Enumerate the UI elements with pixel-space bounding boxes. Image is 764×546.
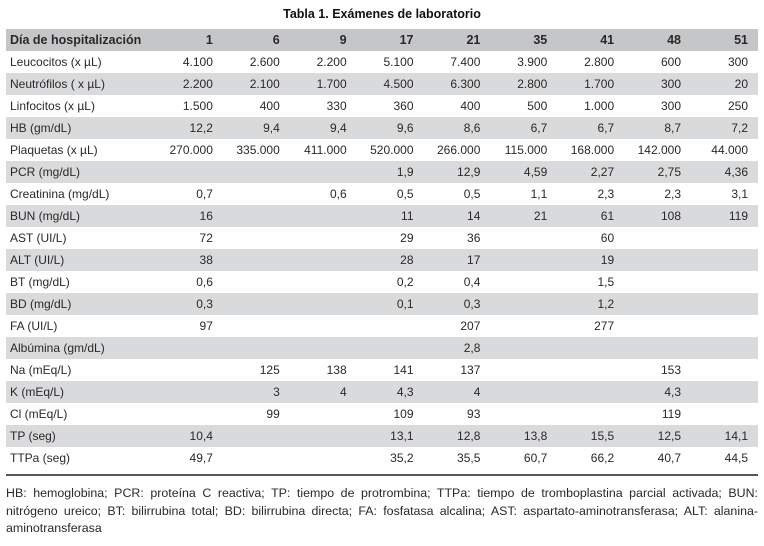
value-cell: 4.100 [182,55,213,69]
value-cell: 13,8 [523,429,548,443]
value-cell [490,403,557,425]
value-cell: 72 [199,231,213,245]
value-cell: 6.300 [450,77,481,91]
value-cell [624,227,691,249]
value-cell: 0,6 [329,187,347,201]
value-cell: 277 [594,319,615,333]
value-cell: 1,9 [396,165,414,179]
value-cell: 97 [199,319,213,333]
value-cell [557,359,624,381]
table-footnote: HB: hemoglobina; PCR: proteína C reactiva; TP: tiempo de protrombina; TTPa: tiempo de tromboplastina parcial activada; BUN: nitrógeno ureico; BT: bilirrubina total; BD: bilirrubina directa; FA: fosfatasa alcalina; AST: aspartato-aminotransferasa; ALT: alanina-aminotransferasa [6,474,758,538]
value-cell: 12,9 [457,165,481,179]
value-cell [223,315,290,337]
value-cell [223,205,290,227]
header-row [6,29,758,51]
value-cell [290,249,357,271]
value-cell [156,381,223,403]
value-cell: 36 [467,231,481,245]
value-cell: 16 [199,209,213,223]
header-label: Día de hospitalización [10,33,142,47]
value-cell: 60 [600,231,615,245]
value-cell: 4,3 [396,385,414,399]
value-cell: 2,27 [590,165,615,179]
value-cell: 108 [660,209,681,223]
value-cell: 330 [326,99,347,113]
value-cell [557,403,624,425]
value-cell [357,337,424,359]
value-cell: 61 [600,209,615,223]
header-day: 17 [399,33,414,47]
value-cell [691,315,758,337]
value-cell [490,271,557,293]
value-cell: 400 [259,99,280,113]
table-row [6,293,758,315]
value-cell: 2.600 [249,55,280,69]
value-cell: 17 [467,253,481,267]
value-cell: 7.400 [450,55,481,69]
value-cell [490,293,557,315]
value-cell: 2.800 [517,77,548,91]
table-row [6,381,758,403]
value-cell: 29 [400,231,414,245]
value-cell: 125 [259,363,280,377]
value-cell: 35,5 [457,451,481,465]
header-day: 9 [339,33,347,47]
value-cell: 2.800 [584,55,615,69]
value-cell: 11 [401,209,414,223]
value-cell: 141 [393,363,414,377]
value-cell: 0,4 [463,275,481,289]
value-cell [290,425,357,447]
value-cell: 109 [393,407,414,421]
value-cell: 0,2 [396,275,414,289]
value-cell [624,293,691,315]
value-cell: 3 [273,385,280,399]
table-body [6,51,758,469]
row-label: ALT (UI/L) [10,253,65,267]
row-label: Creatinina (mg/dL) [10,187,110,201]
table-row [6,315,758,337]
value-cell: 0,5 [463,187,481,201]
value-cell [223,337,290,359]
table-row [6,95,758,117]
value-cell [156,337,223,359]
value-cell: 300 [660,77,681,91]
value-cell [624,315,691,337]
value-cell [223,183,290,205]
value-cell: 137 [460,363,481,377]
value-cell: 520.000 [370,143,414,157]
table-row [6,161,758,183]
value-cell [357,315,424,337]
value-cell: 15,5 [590,429,615,443]
value-cell: 0,3 [463,297,481,311]
value-cell: 300 [660,99,681,113]
table-row [6,139,758,161]
value-cell: 360 [393,99,414,113]
value-cell [557,381,624,403]
value-cell [691,359,758,381]
value-cell: 2,3 [597,187,615,201]
value-cell: 335.000 [236,143,280,157]
header-day: 48 [667,33,681,47]
table-row [6,337,758,359]
value-cell: 4,36 [724,165,748,179]
value-cell: 4 [339,385,347,399]
value-cell [223,249,290,271]
value-cell: 0,7 [196,187,213,201]
value-cell [156,359,223,381]
value-cell: 2,8 [463,341,481,355]
value-cell: 93 [467,407,481,421]
table-row [6,51,758,73]
value-cell [490,249,557,271]
value-cell: 21 [533,209,548,223]
value-cell: 10,4 [189,429,213,443]
value-cell: 266.000 [436,143,481,157]
value-cell: 2,3 [664,187,681,201]
value-cell: 9,4 [329,121,347,135]
value-cell: 8,7 [664,121,681,135]
value-cell: 153 [660,363,681,377]
value-cell: 12,5 [657,429,681,443]
value-cell: 6,7 [597,121,615,135]
row-label: PCR (mg/dL) [10,165,81,179]
value-cell: 35,2 [390,451,414,465]
value-cell: 13,1 [390,429,414,443]
value-cell [691,271,758,293]
value-cell [691,293,758,315]
value-cell [490,381,557,403]
row-label: BT (mg/dL) [10,275,70,289]
value-cell: 49,7 [189,451,213,465]
value-cell: 60,7 [523,451,548,465]
row-label: TP (seg) [10,429,56,443]
table-row [6,117,758,139]
value-cell: 4 [473,385,481,399]
row-label: AST (UI/L) [10,231,67,245]
value-cell [290,271,357,293]
value-cell [691,381,758,403]
value-cell: 115.000 [504,143,548,157]
value-cell [490,315,557,337]
value-cell [290,227,357,249]
value-cell: 4,3 [664,385,681,399]
value-cell: 119 [728,209,748,223]
row-label: BD (mg/dL) [10,297,72,311]
value-cell [691,249,758,271]
value-cell: 500 [527,99,548,113]
value-cell [490,227,557,249]
value-cell: 28 [400,253,414,267]
value-cell: 300 [727,55,748,69]
value-cell: 138 [326,363,347,377]
value-cell: 0,3 [196,297,213,311]
value-cell: 0,1 [396,297,414,311]
row-label: HB (gm/dL) [10,121,72,135]
row-label: Cl (mEq/L) [10,407,68,421]
table-row [6,359,758,381]
value-cell: 20 [734,77,748,91]
row-label: Neutrófilos ( x µL) [10,77,105,91]
value-cell [490,337,557,359]
value-cell: 40,7 [657,451,681,465]
value-cell: 0,5 [396,187,414,201]
value-cell: 99 [266,407,280,421]
value-cell: 3.900 [517,55,548,69]
value-cell: 9,6 [396,121,414,135]
value-cell: 38 [199,253,213,267]
table-row [6,73,758,95]
value-cell: 2.200 [182,77,213,91]
value-cell [691,337,758,359]
value-cell: 2,75 [657,165,681,179]
value-cell [223,447,290,469]
value-cell: 1.700 [316,77,347,91]
value-cell [156,403,223,425]
value-cell [290,161,357,183]
value-cell [156,161,223,183]
value-cell: 411.000 [304,143,347,157]
value-cell [223,227,290,249]
value-cell [490,359,557,381]
value-cell: 1,5 [597,275,615,289]
value-cell: 1.700 [584,77,615,91]
value-cell: 44.000 [711,143,748,157]
value-cell: 12,8 [457,429,481,443]
value-cell: 1,1 [530,187,548,201]
table-row [6,425,758,447]
value-cell [290,403,357,425]
value-cell [624,271,691,293]
value-cell: 400 [460,99,481,113]
value-cell: 1.000 [584,99,615,113]
value-cell: 4.500 [383,77,414,91]
table-row [6,205,758,227]
value-cell: 1.500 [182,99,213,113]
value-cell: 119 [661,407,681,421]
row-label: K (mEq/L) [10,385,65,399]
value-cell: 14 [467,209,481,223]
value-cell: 0,6 [196,275,213,289]
value-cell [290,447,357,469]
value-cell [223,271,290,293]
value-cell [290,337,357,359]
value-cell: 168.000 [570,143,615,157]
value-cell: 207 [460,319,481,333]
row-label: Plaquetas (x µL) [10,143,98,157]
row-label: Leucocitos (x µL) [10,55,102,69]
value-cell [290,315,357,337]
value-cell [624,337,691,359]
value-cell: 600 [660,55,681,69]
row-label: FA (UI/L) [10,319,58,333]
value-cell: 1,2 [597,297,615,311]
lab-table [6,29,758,469]
header-day: 1 [205,33,213,47]
header-day: 41 [600,33,615,47]
value-cell [624,249,691,271]
header-day: 6 [272,33,280,47]
header-day: 21 [466,33,481,47]
value-cell: 270.000 [169,143,213,157]
row-label: Na (mEq/L) [10,363,72,377]
value-cell [691,227,758,249]
value-cell: 2.100 [249,77,280,91]
value-cell: 14,1 [724,429,748,443]
row-label: Linfocitos (x µL) [10,99,95,113]
header-day: 35 [533,33,548,47]
value-cell: 7,2 [731,121,748,135]
value-cell: 12,2 [189,121,213,135]
value-cell [223,425,290,447]
value-cell: 250 [727,99,748,113]
value-cell: 9,4 [263,121,280,135]
table-title: Tabla 1. Exámenes de laboratorio [283,7,481,21]
table-row [6,183,758,205]
value-cell [223,161,290,183]
value-cell [223,293,290,315]
table-row [6,447,758,469]
value-cell: 3,1 [731,187,748,201]
row-label: BUN (mg/dL) [10,209,81,223]
header-day: 51 [734,33,748,47]
value-cell: 8,6 [463,121,481,135]
row-label: TTPa (seg) [10,451,71,465]
value-cell: 19 [600,253,615,267]
value-cell [557,337,624,359]
table-row [6,227,758,249]
value-cell: 5.100 [383,55,414,69]
table-row [6,271,758,293]
value-cell: 6,7 [530,121,548,135]
value-cell: 44,5 [724,451,748,465]
value-cell [290,293,357,315]
value-cell: 142.000 [637,143,681,157]
table-row [6,403,758,425]
value-cell: 4,59 [523,165,548,179]
value-cell [691,403,758,425]
value-cell [290,205,357,227]
table-row [6,249,758,271]
value-cell: 66,2 [590,451,615,465]
value-cell: 2.200 [316,55,347,69]
row-label: Albúmina (gm/dL) [10,341,105,355]
